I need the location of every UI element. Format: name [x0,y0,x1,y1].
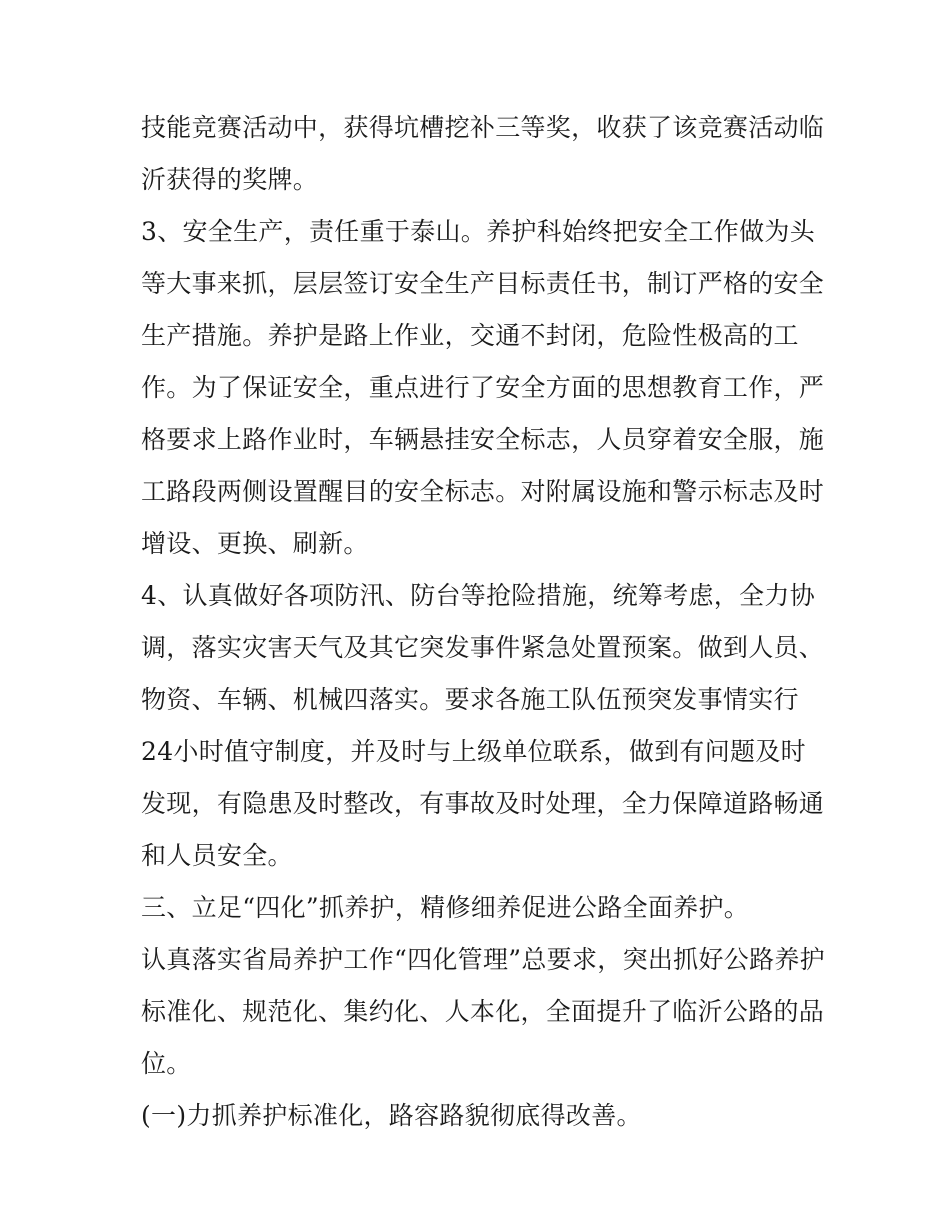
text-line: 调，落实灾害天气及其它突发事件紧急处置预案。做到人员、 [141,633,825,662]
text-line: (一)力抓养护标准化，路容路貌彻底得改善。 [141,1101,642,1130]
text-line: 4、认真做好各项防汛、防台等抢险措施，统筹考虑，全力协 [141,581,816,610]
text-line: 标准化、规范化、集约化、人本化，全面提升了临沂公路的品 [141,997,825,1026]
text-line: 3、安全生产，责任重于泰山。养护科始终把安全工作做为头 [141,217,816,246]
text-line: 发现，有隐患及时整改，有事故及时处理，全力保障道路畅通 [141,789,825,818]
text-line: 等大事来抓，层层签订安全生产目标责任书，制订严格的安全 [141,269,825,298]
text-line: 24小时值守制度，并及时与上级单位联系，做到有问题及时 [141,737,806,766]
text-line: 三、立足“四化”抓养护，精修细养促进公路全面养护。 [141,893,750,922]
text-line: 物资、车辆、机械四落实。要求各施工队伍预突发事情实行 [141,685,799,714]
text-line: 生产措施。养护是路上作业，交通不封闭，危险性极高的工 [141,321,799,350]
text-line: 位。 [141,1049,192,1078]
text-line: 增设、更换、刷新。 [141,529,369,558]
text-line: 格要求上路作业时，车辆悬挂安全标志，人员穿着安全服，施 [141,425,825,454]
text-line: 认真落实省局养护工作“四化管理”总要求，突出抓好公路养护 [141,945,825,974]
text-line: 作。为了保证安全，重点进行了安全方面的思想教育工作，严 [141,373,825,402]
text-line: 和人员安全。 [141,841,293,870]
text-line: 技能竞赛活动中，获得坑槽挖补三等奖，收获了该竞赛活动临 [141,113,825,142]
text-line: 沂获得的奖牌。 [141,165,319,194]
text-line: 工路段两侧设置醒目的安全标志。对附属设施和警示标志及时 [141,477,825,506]
